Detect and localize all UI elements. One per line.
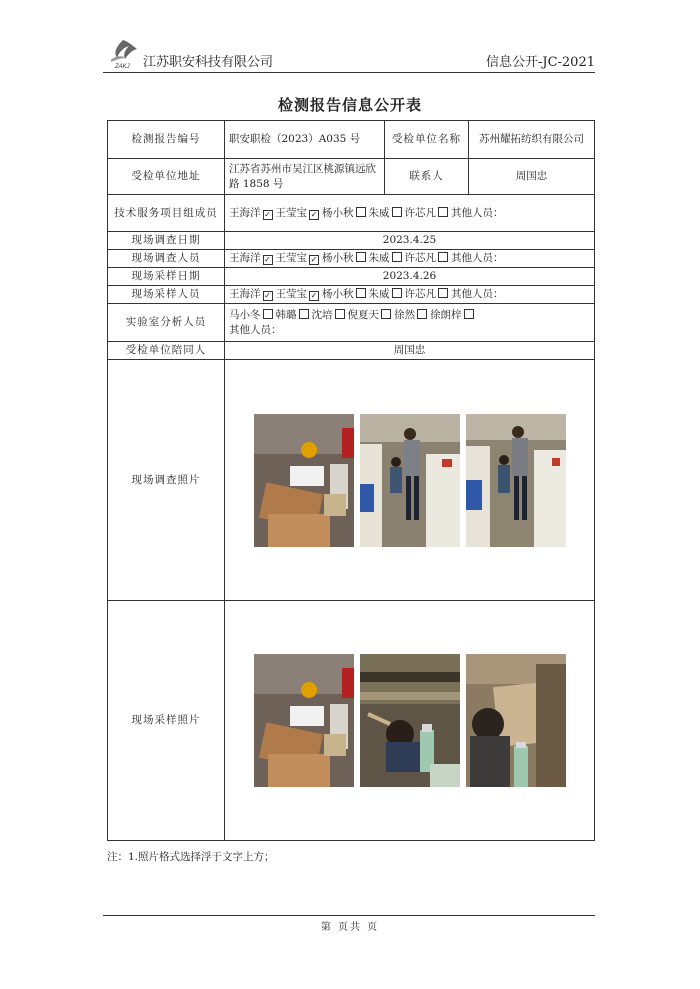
unchecked-box-icon[interactable] bbox=[263, 309, 273, 319]
unchecked-box-icon[interactable] bbox=[356, 252, 366, 262]
row-samplers bbox=[108, 286, 595, 304]
checked-box-icon[interactable]: ✓ bbox=[310, 255, 318, 264]
page-header bbox=[103, 36, 595, 72]
sampling-photo-3 bbox=[466, 654, 566, 787]
escort-label: 受检单位陪同人 bbox=[108, 342, 225, 360]
staff-name: 杨小秋 bbox=[322, 206, 354, 219]
unchecked-box-icon[interactable] bbox=[417, 309, 427, 319]
staff-name: 韩璐 bbox=[275, 308, 297, 321]
staff-name: 倪夏天 bbox=[347, 308, 379, 321]
checked-box-icon[interactable]: ✓ bbox=[264, 291, 271, 300]
staff-name: 许芯凡 bbox=[404, 206, 436, 219]
sampling-date-value: 2023.4.26 bbox=[225, 268, 595, 286]
report-no-value: 职安职检（2023）A035 号 bbox=[225, 121, 385, 159]
unchecked-box-icon[interactable] bbox=[464, 309, 474, 319]
page-number: 第 页共 页 bbox=[320, 922, 380, 933]
survey-photo-2 bbox=[360, 414, 460, 547]
page-title: 检测报告信息公开表 bbox=[277, 96, 422, 114]
unchecked-box-icon[interactable] bbox=[381, 309, 391, 319]
checked-box-icon[interactable]: ✓ bbox=[310, 209, 318, 219]
staff-name: 朱威 bbox=[368, 252, 390, 264]
sampling-photos-cell bbox=[225, 601, 595, 841]
report-no-label: 检测报告编号 bbox=[108, 121, 225, 159]
staff-name: 王海洋 bbox=[229, 288, 261, 300]
unchecked-box-icon[interactable] bbox=[392, 207, 402, 217]
surveyors-value bbox=[225, 250, 595, 268]
row-sampling-date bbox=[108, 268, 595, 286]
checked-box-icon[interactable]: ✓ bbox=[264, 255, 271, 264]
unchecked-box-icon[interactable] bbox=[299, 309, 309, 319]
address-label: 受检单位地址 bbox=[108, 159, 225, 195]
address-value: 江苏省苏州市吴江区桃源镇远欣路 1858 号 bbox=[225, 159, 385, 195]
staff-name: 沈培 bbox=[311, 308, 333, 321]
company-logo bbox=[103, 36, 143, 70]
survey-date-value: 2023.4.25 bbox=[225, 232, 595, 250]
logo-text: ZAKJ bbox=[115, 64, 130, 70]
survey-date-label: 现场调查日期 bbox=[108, 232, 225, 250]
staff-other: 其他人员： bbox=[451, 288, 504, 300]
survey-photo-3 bbox=[466, 414, 566, 547]
staff-name: 杨小秋 bbox=[322, 288, 354, 300]
unchecked-box-icon[interactable] bbox=[438, 288, 448, 298]
survey-photo-1 bbox=[254, 414, 354, 547]
lab-label: 实验室分析人员 bbox=[108, 304, 225, 342]
document-number: 信息公开-JC-2021 bbox=[485, 55, 595, 70]
staff-name: 许芯凡 bbox=[404, 252, 436, 264]
sampling-date-label: 现场采样日期 bbox=[108, 268, 225, 286]
unchecked-box-icon[interactable] bbox=[356, 288, 366, 298]
unchecked-box-icon[interactable] bbox=[392, 288, 402, 298]
row-survey-photos bbox=[108, 360, 595, 601]
staff-other: 其他人员： bbox=[451, 206, 504, 219]
row-survey-date bbox=[108, 232, 595, 250]
row-team bbox=[108, 195, 595, 232]
staff-name: 王莹宝 bbox=[275, 288, 307, 300]
contact-value: 周国忠 bbox=[469, 159, 595, 195]
unchecked-box-icon[interactable] bbox=[438, 207, 448, 217]
team-label: 技术服务项目组成员 bbox=[108, 195, 225, 232]
company-name: 江苏职安科技有限公司 bbox=[143, 55, 274, 70]
entity-value: 苏州耀拓纺织有限公司 bbox=[469, 121, 595, 159]
footer-rule bbox=[103, 915, 595, 916]
unchecked-box-icon[interactable] bbox=[438, 252, 448, 262]
row-sampling-photos bbox=[108, 601, 595, 841]
staff-name: 朱威 bbox=[368, 206, 390, 219]
checked-box-icon[interactable]: ✓ bbox=[264, 209, 271, 219]
sampling-photo-2 bbox=[360, 654, 460, 787]
sampling-photo-1 bbox=[254, 654, 354, 787]
unchecked-box-icon[interactable] bbox=[392, 252, 402, 262]
samplers-value bbox=[225, 286, 595, 304]
samplers-label: 现场采样人员 bbox=[108, 286, 225, 304]
staff-name: 徐朗梓 bbox=[430, 308, 462, 321]
unchecked-box-icon[interactable] bbox=[335, 309, 345, 319]
unchecked-box-icon[interactable] bbox=[356, 207, 366, 217]
staff-name: 王海洋 bbox=[229, 252, 261, 264]
header-rule bbox=[103, 72, 595, 73]
sampling-photos-label: 现场采样照片 bbox=[108, 601, 225, 841]
staff-name: 许芯凡 bbox=[404, 288, 436, 300]
row-report-no bbox=[108, 121, 595, 159]
staff-name: 徐然 bbox=[394, 308, 415, 321]
survey-photos-cell bbox=[225, 360, 595, 601]
row-address bbox=[108, 159, 595, 195]
lab-other: 其他人员： bbox=[229, 323, 282, 336]
staff-name: 朱威 bbox=[368, 288, 390, 300]
staff-name: 杨小秋 bbox=[322, 252, 354, 264]
row-escort bbox=[108, 342, 595, 360]
surveyors-label: 现场调查人员 bbox=[108, 250, 225, 268]
staff-name: 马小冬 bbox=[229, 308, 261, 321]
staff-name: 王莹宝 bbox=[275, 206, 307, 219]
checked-box-icon[interactable]: ✓ bbox=[310, 291, 318, 300]
survey-photos-label: 现场调查照片 bbox=[108, 360, 225, 601]
team-value bbox=[225, 195, 595, 232]
entity-label: 受检单位名称 bbox=[385, 121, 469, 159]
lab-value bbox=[225, 304, 595, 342]
footnote: 注：1.照片格式选择浮于文字上方； bbox=[107, 851, 275, 863]
escort-value: 周国忠 bbox=[225, 342, 595, 360]
row-lab bbox=[108, 304, 595, 342]
info-table bbox=[107, 120, 595, 841]
staff-name: 王海洋 bbox=[229, 206, 261, 219]
staff-name: 王莹宝 bbox=[275, 252, 307, 264]
staff-other: 其他人员： bbox=[451, 252, 504, 264]
row-surveyors bbox=[108, 250, 595, 268]
contact-label: 联系人 bbox=[385, 159, 469, 195]
